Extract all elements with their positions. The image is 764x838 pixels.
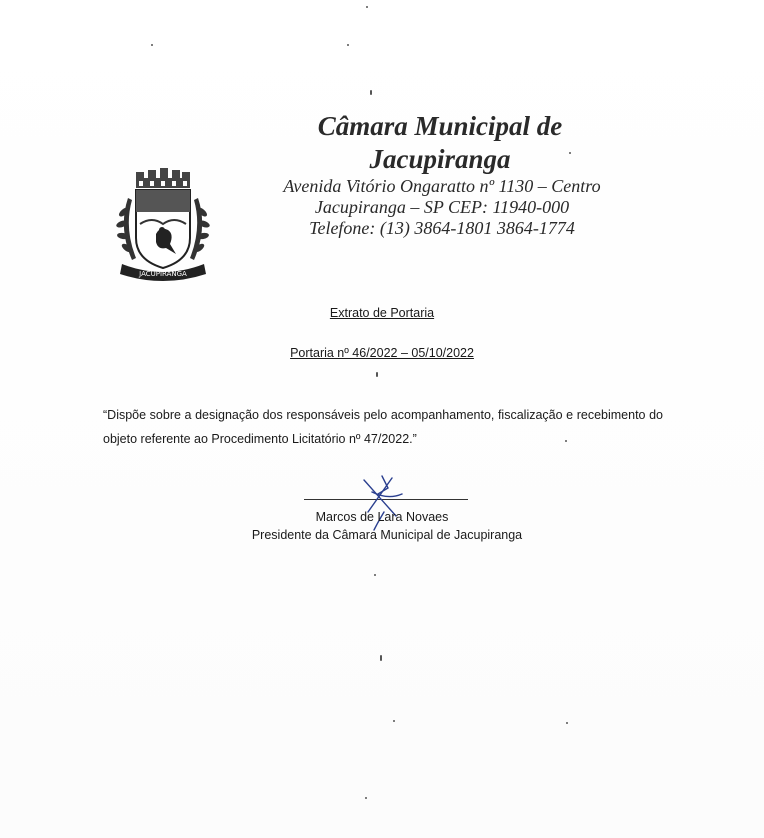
scan-speck xyxy=(347,44,349,46)
institution-title-line1: Câmara Municipal de xyxy=(317,111,563,141)
portaria-number-text: Portaria nº 46/2022 – 05/10/2022 xyxy=(290,346,474,360)
address-line1: Avenida Vitório Ongaratto nº 1130 – Centro xyxy=(283,176,601,196)
signatory-role: Presidente da Câmara Municipal de Jacupiranga xyxy=(251,528,523,542)
scan-speck xyxy=(565,440,567,442)
document-heading xyxy=(0,306,764,320)
scan-speck xyxy=(365,797,367,799)
address-line3: Telefone: (13) 3864-1801 3864-1774 xyxy=(309,218,575,238)
address-line2: Jacupiranga – SP CEP: 11940-000 xyxy=(314,197,570,217)
coat-of-arms-caption: JACUPIRANGA xyxy=(139,270,187,278)
coat-of-arms-icon xyxy=(112,168,214,288)
scan-speck xyxy=(566,722,568,724)
scan-speck xyxy=(380,655,382,661)
document-body: “Dispõe sobre a designação dos responsáveis pelo acompanhamento, fiscalização e recebimento do objeto referente ao Procedimento Licitatório nº 47/2022.” xyxy=(103,408,663,446)
institution-title xyxy=(280,110,600,176)
signatory-name: Marcos de Lara Novaes xyxy=(315,510,449,524)
portaria-number xyxy=(0,346,764,360)
scan-speck xyxy=(374,574,376,576)
document-heading-text: Extrato de Portaria xyxy=(329,306,435,320)
scan-speck xyxy=(370,90,372,95)
scan-speck xyxy=(569,152,571,154)
institution-address xyxy=(262,176,622,239)
institution-title-line2: Jacupiranga xyxy=(369,144,511,174)
scan-speck xyxy=(151,44,153,46)
scan-speck xyxy=(366,6,368,8)
scan-speck xyxy=(376,372,378,377)
scan-speck xyxy=(393,720,395,722)
